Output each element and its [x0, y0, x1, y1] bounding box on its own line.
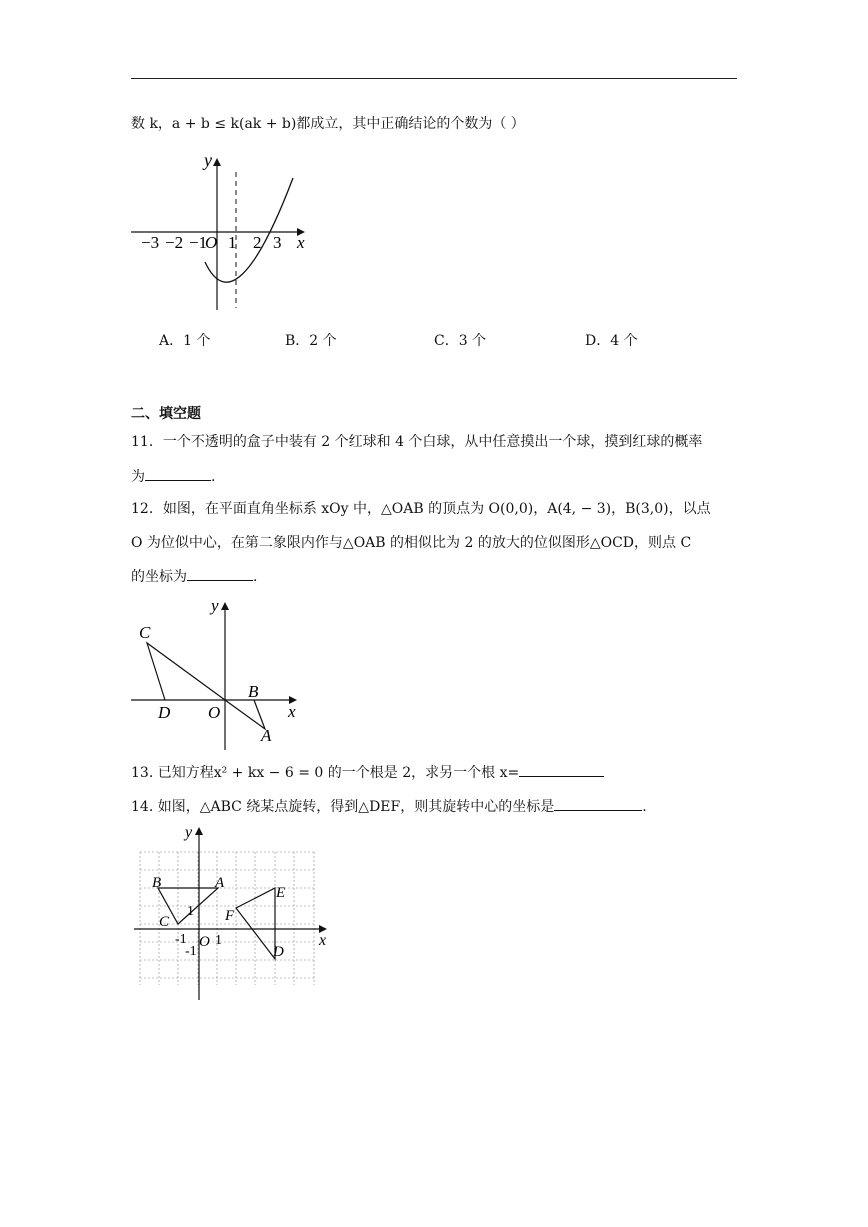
q10-parabola-graph [125, 150, 325, 320]
q14-x-label: x [319, 932, 327, 949]
q12-suffix: . [253, 569, 258, 585]
q12-line3 [131, 566, 257, 587]
q12-prefix: 的坐标为 [131, 569, 187, 585]
q12-label-o: O [208, 703, 221, 722]
q14-y-label: y [185, 824, 193, 841]
q12-label-a: A [261, 726, 272, 745]
q14-rotation-grid-figure [130, 820, 340, 1005]
q11-answer-blank[interactable] [145, 466, 211, 481]
q12-label-c: C [139, 623, 151, 642]
q14-tick-y1: 1 [187, 904, 194, 919]
q11-line1: 11．一个不透明的盒子中装有 2 个红球和 4 个白球，从中任意摸出一个球，摸到红球的概率 [131, 434, 703, 450]
q10-tick-3: 3 [273, 233, 282, 252]
q14-answer-blank[interactable] [554, 796, 642, 811]
q14-origin-label: O [199, 934, 210, 950]
q14-label-f: F [225, 908, 235, 924]
q14-label-a: A [215, 875, 225, 891]
q11-suffix: . [211, 469, 216, 485]
q12-similar-triangles-figure [125, 595, 310, 755]
q12-x-label: x [288, 702, 296, 721]
q10-option-d: D．4 个 [585, 333, 638, 349]
header-rule [131, 78, 737, 79]
q10-x-label: x [297, 233, 305, 252]
section-title: 二、填空题 [131, 406, 201, 422]
q14-suffix: . [642, 799, 647, 815]
q14-tick-x1: 1 [215, 933, 222, 948]
q11-line2 [131, 466, 215, 487]
q10-stem: 数 k，a + b ≤ k(ak + b)都成立，其中正确结论的个数为（ ） [131, 116, 525, 132]
q12-answer-blank[interactable] [187, 566, 253, 581]
q14-label-c: C [159, 914, 170, 930]
q10-option-c: C．3 个 [434, 333, 487, 349]
q10-tick-neg1: −1 [189, 233, 208, 252]
q14-label-b: B [152, 875, 162, 891]
q12-label-b: B [248, 682, 259, 701]
q12-label-d: D [158, 703, 171, 722]
q10-option-a: A．1 个 [159, 333, 211, 349]
q10-y-label: y [204, 150, 212, 170]
q10-tick-1: 1 [228, 233, 237, 252]
q14-tick-yneg1: -1 [185, 944, 197, 959]
q13-answer-blank[interactable] [519, 762, 604, 777]
q14-text: 14. 如图，△ABC 绕某点旋转，得到△DEF，则其旋转中心的坐标是 [131, 799, 555, 815]
q10-origin-label: O [205, 233, 218, 252]
q14-label-d: D [273, 944, 284, 960]
q14-tick-xneg1: -1 [175, 932, 187, 947]
q11-prefix: 为 [131, 469, 145, 485]
q14-label-e: E [276, 885, 286, 901]
q12-line1: 12．如图，在平面直角坐标系 xOy 中，△OAB 的顶点为 O(0,0)，A(4, − 3)，B(3,0)，以点 [131, 501, 711, 517]
q10-tick-2: 2 [253, 233, 262, 252]
q12-y-label: y [211, 596, 219, 615]
q10-tick-neg2: −2 [165, 233, 184, 252]
q13-text: 13. 已知方程x² + kx − 6 = 0 的一个根是 2，求另一个根 x= [131, 765, 520, 781]
q10-tick-neg3: −3 [141, 233, 160, 252]
q14-line [131, 796, 647, 817]
q10-option-b: B．2 个 [285, 333, 337, 349]
q13-line [131, 762, 604, 783]
q12-line2: O 为位似中心，在第二象限内作与△OAB 的相似比为 2 的放大的位似图形△OCD，则点 C [131, 535, 692, 551]
